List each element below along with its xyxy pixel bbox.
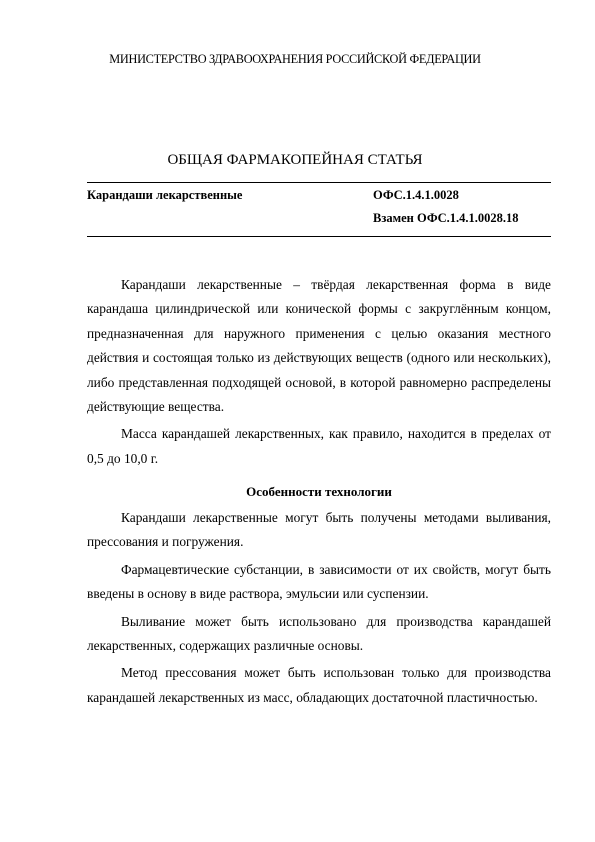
intro-paragraph: Масса карандашей лекарственных, как правило, находится в пределах от 0,5 до 10,0 г. xyxy=(87,426,551,466)
article-code: ОФС.1.4.1.0028 xyxy=(373,188,459,202)
intro-section xyxy=(87,273,551,471)
bottom-divider xyxy=(87,236,551,237)
intro-paragraph: Карандаши лекарственные – твёрдая лекарственная форма в виде карандаша цилиндрической или конической формы с закруглённым концом, предназначенная для наружного применения с целью оказания местного действия и состоящая только из действующих веществ (одного или нескольких), либо представленная подходящей основой, в которой равномерно распределены действующие вещества. xyxy=(87,277,551,415)
ministry-header: МИНИСТЕРСТВО ЗДРАВООХРАНЕНИЯ РОССИЙСКОЙ ФЕДЕРАЦИИ xyxy=(109,52,481,66)
technology-paragraph: Метод прессования может быть использован только для производства карандашей лекарственных из масс, обладающих достаточной пластичностью. xyxy=(87,665,551,705)
document-title: ОБЩАЯ ФАРМАКОПЕЙНАЯ СТАТЬЯ xyxy=(167,152,423,168)
section-heading-technology: Особенности технологии xyxy=(246,484,392,499)
technology-paragraph: Карандаши лекарственные могут быть получены методами выливания, прессования и погружения. xyxy=(87,510,551,550)
technology-section xyxy=(87,506,551,710)
top-divider xyxy=(87,182,551,183)
technology-paragraph: Выливание может быть использовано для производства карандашей лекарственных, содержащих различные основы. xyxy=(87,613,551,654)
technology-paragraph: Фармацевтические субстанции, в зависимости от их свойств, могут быть введены в основу в виде раствора, эмульсии или суспензии. xyxy=(87,561,551,602)
article-name: Карандаши лекарственные xyxy=(87,188,243,202)
article-replaces: Взамен ОФС.1.4.1.0028.18 xyxy=(373,211,519,225)
